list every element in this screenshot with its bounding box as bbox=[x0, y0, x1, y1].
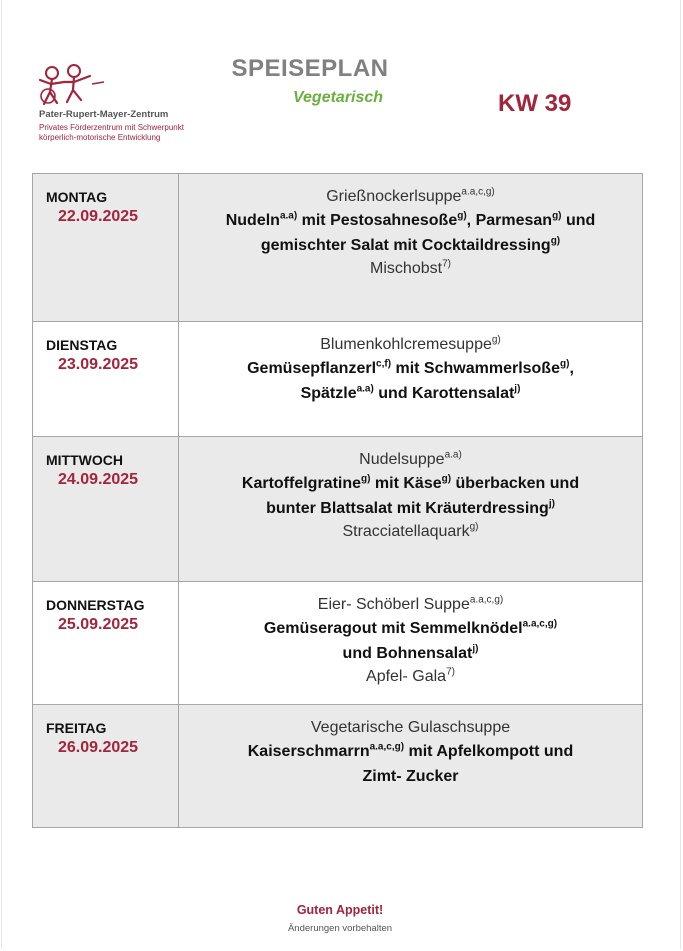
dessert-line bbox=[179, 521, 642, 543]
calendar-week: KW 39 bbox=[498, 90, 572, 117]
dish-cell bbox=[179, 582, 643, 705]
dish-text: Grießnockerlsuppe bbox=[326, 188, 462, 205]
dish-text: mit Schwammerlsoße bbox=[391, 360, 560, 377]
day-cell bbox=[33, 322, 179, 437]
footer-note: Änderungen vorbehalten bbox=[287, 923, 393, 934]
main-dish-line bbox=[179, 208, 642, 233]
allergen-marker: a.a,c,g) bbox=[522, 618, 558, 630]
day-date: 23.09.2025 bbox=[58, 356, 139, 373]
main-dish-line bbox=[179, 233, 642, 258]
page-subtitle: Vegetarisch bbox=[292, 89, 384, 106]
dish-text: , bbox=[569, 360, 574, 377]
day-row bbox=[33, 174, 643, 322]
soup-line bbox=[179, 449, 642, 471]
dish-text: Spätzle bbox=[300, 385, 357, 402]
dish-text: und bbox=[561, 212, 596, 229]
day-row bbox=[33, 437, 643, 582]
allergen-marker: c,f) bbox=[376, 358, 392, 370]
main-dish-line bbox=[179, 496, 642, 521]
dish-text: Mischobst bbox=[370, 260, 443, 277]
dish-text: und Karottensalat bbox=[373, 385, 515, 402]
dish-text: Eier- Schöberl Suppe bbox=[317, 596, 470, 613]
dish-cell bbox=[179, 437, 643, 582]
soup-line bbox=[179, 334, 642, 356]
allergen-marker: j) bbox=[514, 383, 521, 395]
day-date: 24.09.2025 bbox=[58, 471, 139, 488]
dish-text: mit Pestosahnesoße bbox=[297, 212, 458, 229]
dish-text: Nudelsuppe bbox=[359, 451, 445, 468]
allergen-marker: a.a,c,g) bbox=[369, 741, 405, 753]
day-date: 22.09.2025 bbox=[58, 208, 139, 225]
allergen-marker: g) bbox=[491, 334, 501, 346]
page-title: SPEISEPLAN bbox=[231, 55, 389, 82]
allergen-marker: g) bbox=[457, 210, 467, 222]
allergen-marker: g) bbox=[559, 358, 570, 370]
allergen-marker: g) bbox=[361, 473, 371, 485]
dish-text: Gemüsepflanzerl bbox=[247, 360, 377, 377]
dish-text: Stracciatellaquark bbox=[342, 523, 470, 540]
dish-text: gemischter Salat mit Cocktaildressing bbox=[260, 237, 551, 254]
day-cell bbox=[33, 705, 179, 828]
allergen-marker: g) bbox=[441, 473, 452, 485]
allergen-marker: a.a,c,g) bbox=[461, 186, 495, 198]
day-name: FREITAG bbox=[46, 720, 107, 736]
allergen-marker: g) bbox=[469, 521, 479, 533]
dish-text: Kartoffelgratine bbox=[241, 475, 362, 492]
dish-cell bbox=[179, 705, 643, 828]
allergen-marker: g) bbox=[550, 235, 561, 247]
main-dish-line bbox=[179, 471, 642, 496]
children-logo-icon bbox=[32, 62, 112, 108]
day-row bbox=[33, 322, 643, 437]
allergen-marker: a.a) bbox=[279, 210, 298, 222]
dish-text: Vegetarische Gulaschsuppe bbox=[310, 719, 511, 736]
day-name: MITTWOCH bbox=[46, 452, 123, 468]
dish-text: Blumenkohlcremesuppe bbox=[320, 336, 492, 353]
allergen-marker: 7) bbox=[446, 666, 455, 678]
day-cell bbox=[33, 437, 179, 582]
dish-text: mit Apfelkompott und bbox=[404, 743, 574, 760]
soup-line bbox=[179, 717, 642, 739]
soup-line bbox=[179, 594, 642, 616]
dish-text: Nudeln bbox=[225, 212, 280, 229]
day-name: MONTAG bbox=[46, 189, 108, 205]
footer-greeting: Guten Appetit! bbox=[296, 903, 384, 917]
allergen-marker: 7) bbox=[442, 258, 451, 270]
day-date: 26.09.2025 bbox=[58, 739, 139, 756]
day-row bbox=[33, 705, 643, 828]
main-dish-line bbox=[179, 739, 642, 764]
main-dish-line bbox=[179, 356, 642, 381]
dessert-line bbox=[179, 258, 642, 280]
day-date: 25.09.2025 bbox=[58, 616, 139, 633]
day-name: DONNERSTAG bbox=[46, 597, 145, 613]
day-cell bbox=[33, 174, 179, 322]
dish-text: Apfel- Gala bbox=[366, 668, 447, 685]
soup-line bbox=[179, 186, 642, 208]
day-row bbox=[33, 582, 643, 705]
main-dish-line bbox=[179, 616, 642, 641]
dish-cell bbox=[179, 322, 643, 437]
main-dish-line bbox=[179, 764, 642, 789]
dish-cell bbox=[179, 174, 643, 322]
allergen-marker: a.a) bbox=[444, 449, 462, 461]
dish-text: mit Käse bbox=[370, 475, 442, 492]
menu-table bbox=[32, 173, 643, 828]
main-dish-line bbox=[179, 381, 642, 406]
main-dish-line bbox=[179, 641, 642, 666]
day-cell bbox=[33, 582, 179, 705]
allergen-marker: a.a) bbox=[356, 383, 374, 395]
day-name: DIENSTAG bbox=[46, 337, 118, 353]
dish-text: Zimt- Zucker bbox=[362, 768, 459, 785]
org-name: Pater-Rupert-Mayer-Zentrum bbox=[39, 109, 169, 120]
dish-text: und Bohnensalat bbox=[342, 645, 473, 662]
dish-text: Gemüseragout mit Semmelknödel bbox=[263, 620, 523, 637]
allergen-marker: j) bbox=[472, 643, 479, 655]
dish-text: überbacken und bbox=[451, 475, 580, 492]
dish-text: bunter Blattsalat mit Kräuterdressing bbox=[266, 500, 549, 517]
dessert-line bbox=[179, 666, 642, 688]
dish-text: Kaiserschmarrn bbox=[247, 743, 370, 760]
dish-text: , Parmesan bbox=[466, 212, 553, 229]
org-subtitle: Privates Förderzentrum mit Schwerpunkt körperlich-motorische Entwicklung bbox=[39, 123, 184, 142]
allergen-marker: a.a,c,g) bbox=[469, 594, 504, 606]
allergen-marker: g) bbox=[552, 210, 562, 222]
allergen-marker: j) bbox=[548, 498, 555, 510]
